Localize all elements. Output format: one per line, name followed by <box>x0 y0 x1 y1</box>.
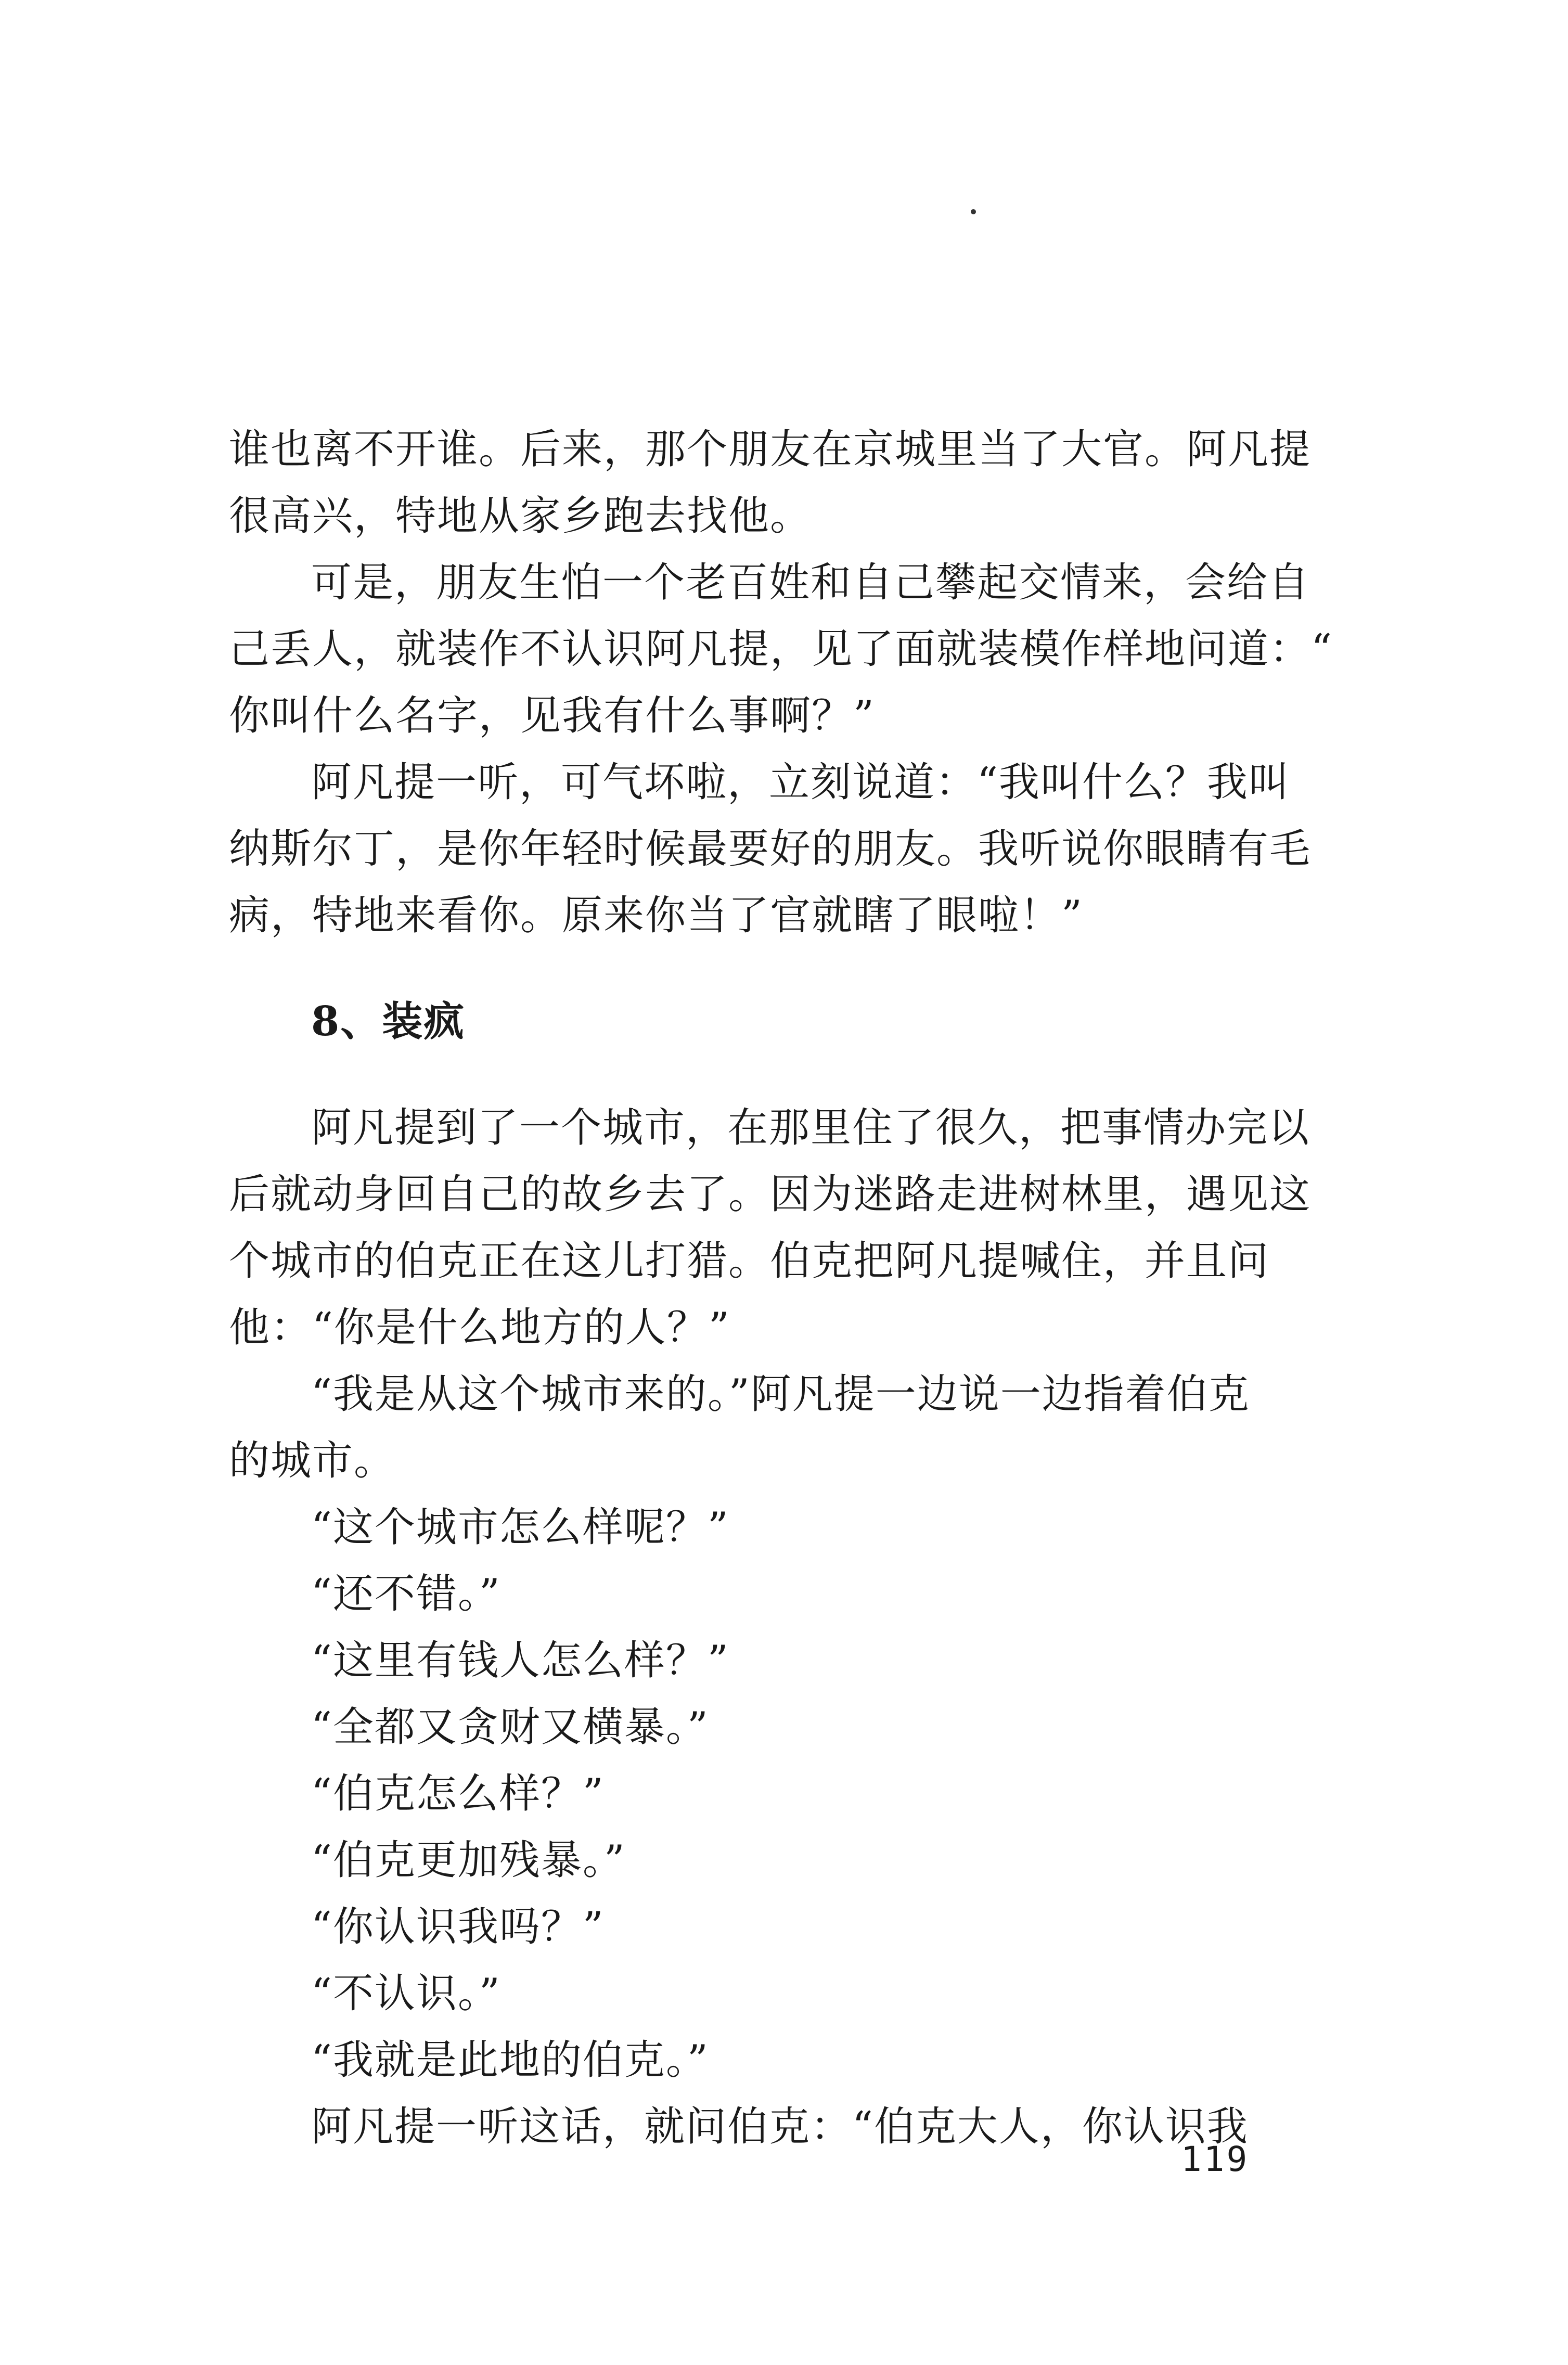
dialogue-line: “你认识我吗？” <box>311 1904 605 1950</box>
text-line: 个城市的伯克正在这儿打猎。伯克把阿凡提喊住，并且问 <box>229 1238 1270 1284</box>
text-line: 很高兴，特地从家乡跑去找他。 <box>229 493 812 539</box>
dialogue-line: “还不错。” <box>311 1571 501 1617</box>
paragraph-start: 阿凡提一听这话，就问伯克：“伯克大人，你认识我 <box>311 2103 1249 2150</box>
text-line: 你叫什么名字，见我有什么事啊？” <box>229 692 875 739</box>
dialogue-line: “伯克更加残暴。” <box>311 1837 626 1884</box>
dialogue-line: “我就是此地的伯克。” <box>311 2037 709 2084</box>
section-heading: 8、装疯 <box>311 998 466 1045</box>
text-line: 后就动身回自己的故乡去了。因为迷路走进树林里，遇见这 <box>229 1171 1312 1218</box>
print-speck <box>971 209 976 214</box>
page-number: 119 <box>1181 2139 1250 2179</box>
paragraph-start: 可是，朋友生怕一个老百姓和自己攀起交情来，会给自 <box>311 559 1310 606</box>
body-text <box>229 416 1353 2160</box>
text-line: 纳斯尔丁，是你年轻时候最要好的朋友。我听说你眼睛有毛 <box>229 826 1312 872</box>
text-line: 他：“你是什么地方的人？” <box>229 1304 730 1351</box>
text-line: 己丢人，就装作不认识阿凡提，见了面就装模作样地问道：“ <box>229 626 1333 673</box>
text-line: 谁也离不开谁。后来，那个朋友在京城里当了大官。阿凡提 <box>229 426 1312 473</box>
paragraph-start: “我是从这个城市来的。”阿凡提一边说一边指着伯克 <box>311 1371 1250 1418</box>
dialogue-line: “不认识。” <box>311 1970 501 2017</box>
dialogue-line: “这个城市怎么样呢？” <box>311 1504 729 1551</box>
text-line: 病，特地来看你。原来你当了官就瞎了眼啦！” <box>229 892 1083 939</box>
paragraph-start: 阿凡提一听，可气坏啦，立刻说道：“我叫什么？我叫 <box>311 759 1290 806</box>
dialogue-line: “这里有钱人怎么样？” <box>311 1637 729 1684</box>
dialogue-line: “全都又贪财又横暴。” <box>311 1704 709 1751</box>
dialogue-line: “伯克怎么样？” <box>311 1770 605 1817</box>
paragraph-start: 阿凡提到了一个城市，在那里住了很久，把事情办完以 <box>311 1104 1310 1151</box>
text-line: 的城市。 <box>229 1437 396 1484</box>
